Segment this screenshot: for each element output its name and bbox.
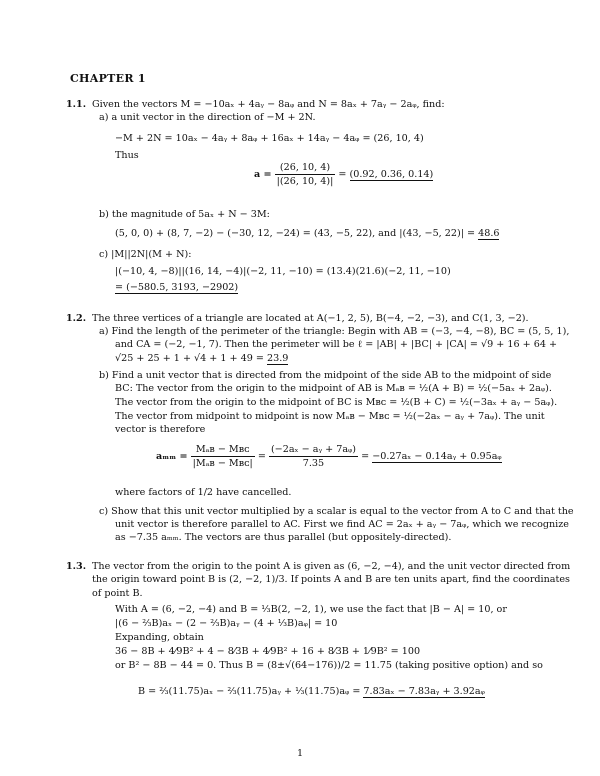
amm-equation: aₘₘ = $\frac{\text{Mₐʙ − Mʙᴄ}}{\text{|Mₐʙ − Mʙᴄ|}}$ = $\frac{\text{(−2aₓ − aᵧ + 7aᵩ)}}{7.35}$ = −0.27aₓ − 0.14aᵧ + 0.95aᵩ — [156, 444, 502, 469]
p12-b-line1: b) Find a unit vector that is directed from the midpoint of the side AB to the midpoint of side — [99, 370, 552, 381]
part-b-label: b) the magnitude of 5aₓ + N − 3M: — [99, 209, 270, 220]
problem-number-1-1: 1.1. — [66, 99, 87, 110]
p13-intro2: the origin toward point B is (2, −2, 1)/3. If points A and B are ten units apart, find the coordinates — [92, 574, 570, 585]
part-c-line2 — [115, 282, 238, 294]
p12-b-line4: The vector from midpoint to midpoint is now Mₐʙ − Mʙᴄ = ½(−2aₓ − aᵧ + 7aᵩ). The unit — [115, 411, 545, 422]
eq-numerator: (26, 10, 4) — [275, 162, 336, 175]
p12-a-line3 — [115, 353, 288, 365]
part-b-result: 48.6 — [478, 228, 500, 239]
part-c-result: = (−580.5, 3193, −2902) — [115, 282, 239, 293]
p12-b-line6: where factors of 1/2 have cancelled. — [115, 487, 292, 498]
chapter-heading: CHAPTER 1 — [70, 72, 146, 85]
eq-denominator: |(26, 10, 4)| — [276, 176, 334, 187]
p13-work5: or B² − 8B − 44 = 0. Thus B = (8±√(64−176))/2 = 11.75 (taking positive option) and so — [115, 660, 543, 671]
p13-intro1: The vector from the origin to the point A is given as (6, −2, −4), and the unit vector directed from — [92, 561, 571, 572]
amm-den1: |Mₐʙ − Mʙᴄ| — [192, 458, 253, 469]
b-eq-text: B = ⅔(11.75)aₓ − ⅔(11.75)aᵧ + ⅓(11.75)aᵩ = — [138, 686, 364, 697]
p12-c-line1: c) Show that this unit vector multiplied by a scalar is equal to the vector from A to C and that the — [99, 506, 574, 517]
p12-a-result: 23.9 — [267, 353, 289, 364]
b-vector-equation — [138, 686, 485, 697]
p13-work2: |(6 − ⅔B)aₓ − (2 − ⅔B)aᵧ − (4 + ⅓B)aᵩ| = 10 — [115, 618, 338, 629]
p12-c-line2: unit vector is therefore parallel to AC. First we find AC = 2aₓ + aᵧ − 7aᵩ, which we recognize — [115, 519, 569, 530]
part-a-thus: Thus — [115, 150, 139, 161]
part-b-text: (5, 0, 0) + (8, 7, −2) − (−30, 12, −24) = (43, −5, 22), and |(43, −5, 22)| = — [115, 228, 479, 239]
problem-1-2-intro: The three vertices of a triangle are located at A(−1, 2, 5), B(−4, −2, −3), and C(1, 3, −2). — [92, 313, 529, 324]
part-c-line1: |(−10, 4, −8)||(16, 14, −4)|(−2, 11, −10) = (13.4)(21.6)(−2, 11, −10) — [115, 266, 451, 277]
eq-lhs: a = — [254, 169, 272, 180]
p13-work4: 36 − 8B + 4⁄9B² + 4 − 8⁄3B + 4⁄9B² + 16 + 8⁄3B + 1⁄9B² = 100 — [115, 646, 421, 657]
amm-fraction1 — [191, 444, 255, 469]
page-number: 1 — [296, 748, 304, 759]
part-c-label: c) |M||2N|(M + N): — [99, 249, 192, 260]
p13-intro3: of point B. — [92, 588, 143, 599]
amm-num2: (−2aₓ − aᵧ + 7aᵩ) — [270, 444, 357, 455]
problem-1-1-intro: Given the vectors M = −10aₓ + 4aᵧ − 8aᵩ and N = 8aₓ + 7aᵧ − 2aᵩ, find: — [92, 99, 445, 110]
amm-fraction2 — [269, 444, 358, 469]
amm-den2: 7.35 — [302, 458, 325, 469]
p13-work3: Expanding, obtain — [115, 632, 204, 643]
p12-a-text: √25 + 25 + 1 + √4 + 1 + 49 = — [115, 353, 267, 364]
unit-vector-equation: a = $\frac{(26, 10, 4)}{|(26, 10, 4)|}$ = (0.92, 0.36, 0.14) — [254, 162, 434, 187]
p12-b-line5: vector is therefore — [115, 424, 206, 435]
p12-a-line1: a) Find the length of the perimeter of the triangle: Begin with AB = (−3, −4, −8), BC = (5, 5, 1), — [99, 326, 570, 337]
problem-number-1-3: 1.3. — [66, 561, 87, 572]
amm-num1: Mₐʙ − Mʙᴄ — [191, 444, 255, 457]
amm-lhs: aₘₘ = — [156, 451, 188, 462]
p12-b-line3: The vector from the origin to the midpoint of BC is Mʙᴄ = ½(B + C) = ½(−3aₓ + aᵧ − 5aᵩ). — [115, 397, 558, 408]
part-a-line1: −M + 2N = 10aₓ − 4aᵧ + 8aᵩ + 16aₓ + 14aᵧ − 4aᵩ = (26, 10, 4) — [115, 133, 424, 144]
p12-c-line3: as −7.35 aₘₘ. The vectors are thus parallel (but oppositely-directed). — [115, 532, 452, 543]
eq-fraction — [275, 162, 336, 187]
eq-result: (0.92, 0.36, 0.14) — [349, 169, 434, 180]
b-eq-result: 7.83aₓ − 7.83aᵧ + 3.92aᵩ — [363, 686, 485, 697]
p13-work1: With A = (6, −2, −4) and B = ⅓B(2, −2, 1), we use the fact that |B − A| = 10, or — [115, 604, 507, 615]
part-b-line — [115, 228, 499, 240]
p12-b-line2: BC: The vector from the origin to the midpoint of AB is Mₐʙ = ½(A + B) = ½(−5aₓ + 2aᵩ). — [115, 383, 552, 394]
part-a-label: a) a unit vector in the direction of −M + 2N. — [99, 112, 316, 123]
p12-a-line2: and CA = (−2, −1, 7). Then the perimeter will be ℓ = |AB| + |BC| + |CA| = √9 + 16 + 64 + — [115, 339, 558, 350]
problem-number-1-2: 1.2. — [66, 313, 87, 324]
amm-result: −0.27aₓ − 0.14aᵧ + 0.95aᵩ — [372, 451, 502, 462]
